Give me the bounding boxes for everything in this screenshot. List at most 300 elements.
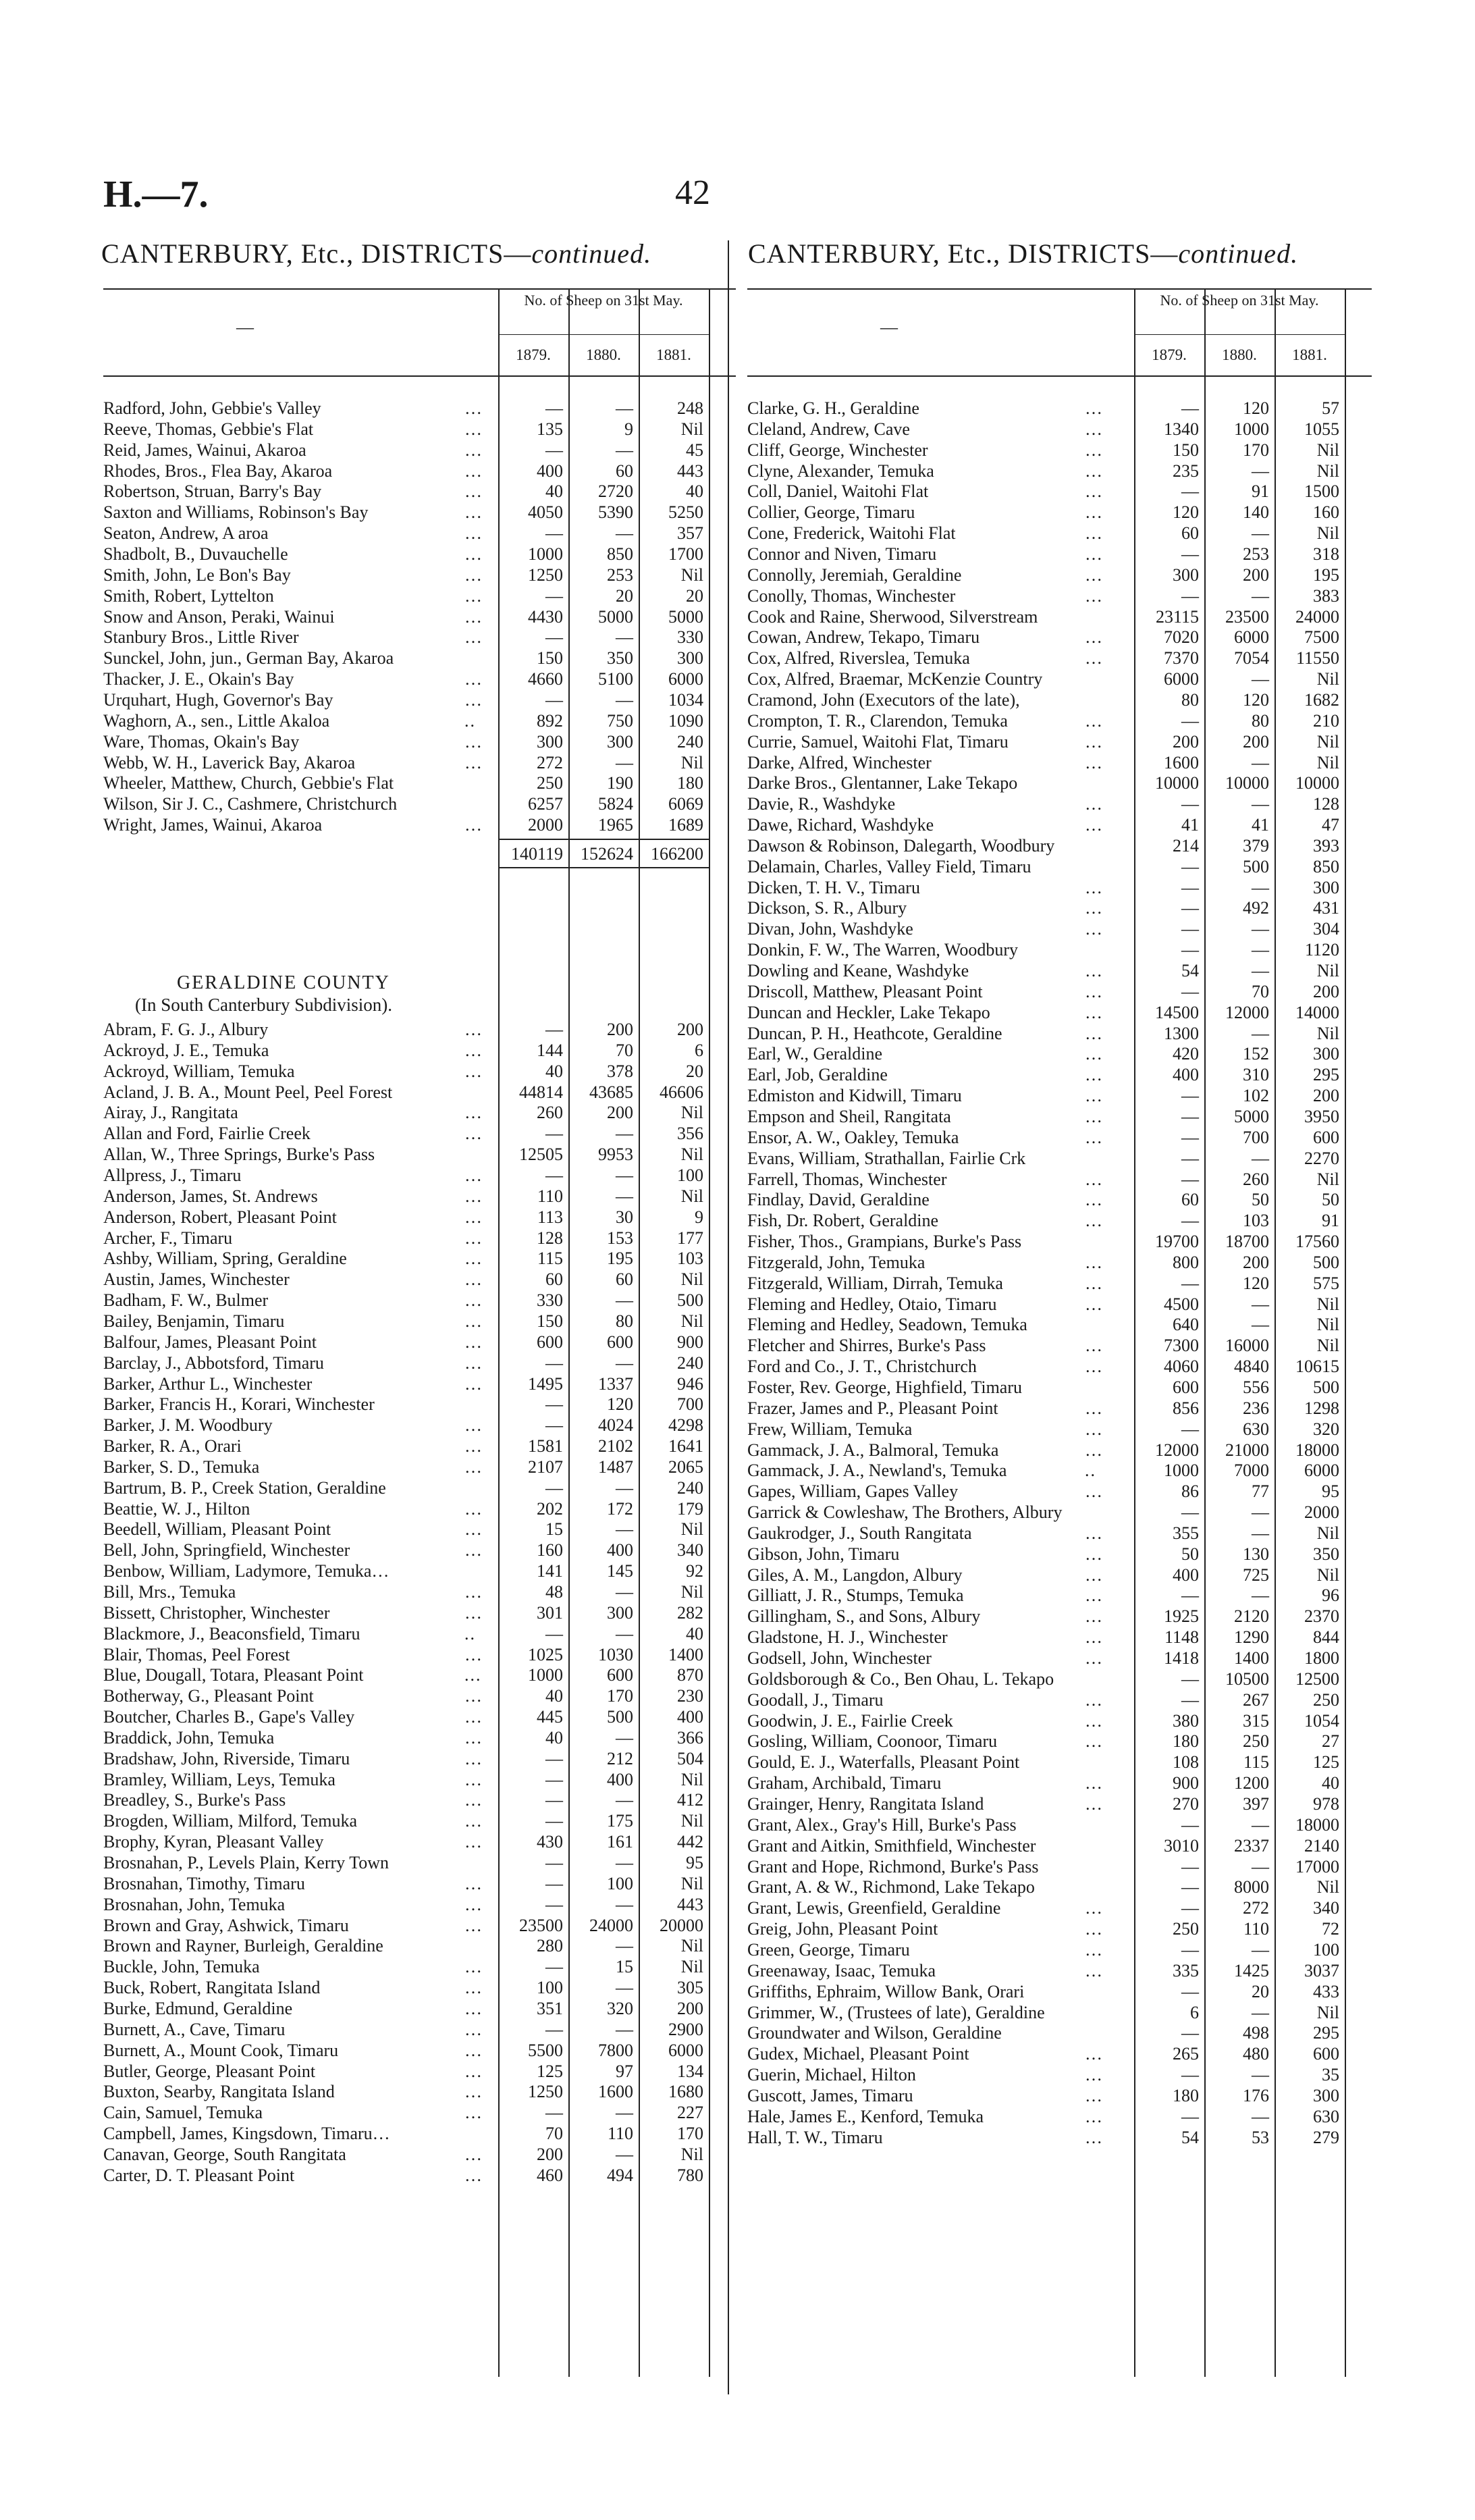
- right-row: [747, 1877, 1358, 1897]
- right-value-1881: 95: [1322, 1481, 1339, 1502]
- right-value-1880: 120: [1243, 1273, 1269, 1293]
- left-leader-dots: …: [464, 585, 483, 606]
- left-leader-dots: …: [464, 1186, 483, 1206]
- left-leader-dots: …: [464, 1811, 483, 1831]
- left-owner-name: Barclay, J., Abbotsford, Timaru: [103, 1353, 324, 1373]
- left-value-1880: 120: [607, 1394, 633, 1415]
- right-value-1881: 12500: [1295, 1669, 1339, 1689]
- right-leader-dots: …: [1085, 898, 1104, 918]
- right-owner-name: Dickson, S. R., Albury: [747, 898, 907, 918]
- right-value-1881: 3037: [1304, 1960, 1339, 1980]
- left-row: [103, 398, 722, 419]
- left-owner-name: Carter, D. T. Pleasant Point: [103, 2165, 295, 2185]
- right-value-1880: 630: [1243, 1419, 1269, 1439]
- right-value-1881: Nil: [1316, 2002, 1339, 2022]
- right-value-1881: 1800: [1304, 1648, 1339, 1668]
- right-value-1880: —: [1252, 2002, 1269, 2022]
- left-row: [103, 481, 722, 502]
- left-value-1879: 280: [537, 1936, 563, 1956]
- right-value-1879: —: [1181, 1086, 1199, 1106]
- left-value-1880: —: [616, 1978, 633, 1998]
- right-value-1881: 304: [1313, 919, 1339, 939]
- left-value-1881: 500: [677, 1290, 703, 1310]
- left-row: [103, 586, 722, 606]
- right-owner-name: Grant, Lewis, Greenfield, Geraldine: [747, 1898, 1001, 1918]
- left-value-1880: —: [616, 1165, 633, 1185]
- left-value-1881: 179: [677, 1498, 703, 1519]
- left-leader-dots: …: [464, 1519, 483, 1540]
- right-owner-name: Griffiths, Ephraim, Willow Bank, Orari: [747, 1981, 1025, 2001]
- right-value-1879: 54: [1181, 2127, 1199, 2147]
- right-value-1880: 16000: [1225, 1336, 1269, 1356]
- left-value-1880: 253: [607, 565, 633, 585]
- right-value-1879: 300: [1173, 565, 1199, 585]
- left-value-1881: 180: [677, 773, 703, 793]
- right-value-1881: Nil: [1316, 1315, 1339, 1335]
- right-value-1881: 340: [1313, 1898, 1339, 1918]
- left-value-1879: 12505: [519, 1145, 563, 1165]
- left-top-rule: [103, 288, 736, 290]
- left-value-1880: 24000: [589, 1915, 633, 1935]
- left-value-1881: 443: [677, 461, 703, 481]
- right-owner-name: Gammack, J. A., Balmoral, Temuka: [747, 1440, 999, 1460]
- right-owner-name: Clarke, G. H., Geraldine: [747, 398, 919, 418]
- right-leader-dots: …: [1085, 1606, 1104, 1627]
- left-row: [103, 1770, 722, 1790]
- right-value-1879: 19700: [1155, 1232, 1199, 1251]
- left-leader-dots: …: [464, 1790, 483, 1810]
- left-value-1881: 340: [677, 1540, 703, 1560]
- right-value-1881: 300: [1313, 2085, 1339, 2105]
- left-value-1879: 160: [537, 1540, 563, 1560]
- left-value-1880: 750: [607, 710, 633, 731]
- left-value-1879: 460: [537, 2165, 563, 2185]
- left-value-1881: 177: [677, 1228, 703, 1248]
- left-value-1879: —: [545, 440, 563, 460]
- right-leader-dots: …: [1085, 2044, 1104, 2064]
- right-value-1879: —: [1181, 898, 1199, 918]
- right-value-1881: 393: [1313, 835, 1339, 856]
- left-row: [103, 1249, 722, 1269]
- right-value-1879: 80: [1181, 689, 1199, 710]
- right-row: [747, 1565, 1358, 1585]
- right-row: [747, 1919, 1358, 1939]
- right-owner-name: Cox, Alfred, Riverslea, Temuka: [747, 648, 970, 668]
- left-owner-name: Brown and Gray, Ashwick, Timaru: [103, 1915, 349, 1935]
- left-row: [103, 794, 722, 814]
- left-value-1881: 1700: [668, 544, 703, 564]
- right-row: [747, 627, 1358, 648]
- right-row: [747, 1544, 1358, 1565]
- left-owner-name: Breadley, S., Burke's Pass: [103, 1790, 286, 1810]
- right-value-1879: —: [1181, 919, 1199, 939]
- right-value-1880: 170: [1243, 440, 1269, 460]
- left-owner-name: Brophy, Kyran, Pleasant Valley: [103, 1832, 324, 1852]
- right-value-1879: —: [1181, 1169, 1199, 1189]
- right-value-1881: 57: [1322, 398, 1339, 418]
- right-value-1881: 1055: [1304, 419, 1339, 439]
- left-leader-dots: …: [464, 1727, 483, 1748]
- left-value-1879: —: [545, 1748, 563, 1768]
- left-row: [103, 773, 722, 793]
- right-value-1880: —: [1252, 794, 1269, 814]
- left-leader-dots: …: [464, 1269, 483, 1290]
- right-value-1880: —: [1252, 461, 1269, 481]
- right-leader-dots: …: [1085, 1773, 1104, 1793]
- right-value-1880: 20: [1252, 1981, 1269, 2001]
- right-row: [747, 2044, 1358, 2064]
- left-leader-dots: …: [464, 606, 483, 627]
- left-value-1880: 145: [607, 1561, 633, 1581]
- left-value-1880: —: [616, 627, 633, 648]
- left-value-1879: 445: [537, 1707, 563, 1727]
- right-value-1881: Nil: [1316, 1169, 1339, 1189]
- right-owner-name: Darke Bros., Glentanner, Lake Tekapo: [747, 773, 1018, 793]
- right-value-1880: 5000: [1234, 1106, 1269, 1126]
- right-row: [747, 1170, 1358, 1190]
- right-value-1879: 54: [1181, 961, 1199, 980]
- right-value-1881: Nil: [1316, 731, 1339, 752]
- right-owner-name: Gilliatt, J. R., Stumps, Temuka: [747, 1585, 964, 1606]
- right-value-1879: —: [1181, 1502, 1199, 1523]
- right-year-rule: [1134, 334, 1345, 335]
- left-row: [103, 1499, 722, 1519]
- left-owner-name: Bailey, Benjamin, Timaru: [103, 1311, 285, 1331]
- left-total-1879: 140119: [510, 843, 563, 864]
- left-row: [103, 1749, 722, 1769]
- right-value-1879: —: [1181, 585, 1199, 606]
- right-value-1881: 3950: [1304, 1106, 1339, 1126]
- right-value-1879: 250: [1173, 1919, 1199, 1939]
- left-row: [103, 1061, 722, 1082]
- right-owner-name: Green, George, Timaru: [747, 1939, 910, 1960]
- left-value-1881: 356: [677, 1124, 703, 1144]
- right-leader-dots: …: [1085, 1065, 1104, 1085]
- left-leader-dots: ...: [464, 1665, 482, 1685]
- right-value-1880: —: [1252, 1294, 1269, 1314]
- left-value-1881: 240: [677, 731, 703, 752]
- left-leader-dots: …: [464, 669, 483, 689]
- right-owner-name: Ensor, A. W., Oakley, Temuka: [747, 1127, 959, 1147]
- left-owner-name: Ackroyd, William, Temuka: [103, 1061, 295, 1081]
- right-value-1879: —: [1181, 1127, 1199, 1147]
- right-owner-name: Darke, Alfred, Winchester: [747, 752, 932, 772]
- right-value-1879: 1600: [1164, 752, 1199, 772]
- left-row: [103, 440, 722, 461]
- right-owner-name: Gosling, William, Coonoor, Timaru: [747, 1731, 998, 1752]
- left-leader-dots: …: [464, 2165, 483, 2185]
- left-value-1880: —: [616, 2103, 633, 2123]
- right-leader-dots: …: [1085, 1898, 1104, 1918]
- left-row: [103, 2124, 722, 2144]
- left-value-1879: —: [545, 1415, 563, 1436]
- right-owner-name: Cramond, John (Executors of the late),: [747, 689, 1020, 710]
- left-leader-dots: …: [464, 1894, 483, 1914]
- right-value-1880: —: [1252, 669, 1269, 689]
- left-value-1879: 1000: [528, 544, 563, 564]
- right-owner-name: Grant, Alex., Gray's Hill, Burke's Pass: [747, 1814, 1017, 1835]
- left-leader-dots: …: [464, 627, 483, 648]
- right-leader-dots: …: [1085, 1794, 1104, 1814]
- right-value-1879: 14500: [1155, 1002, 1199, 1022]
- left-value-1880: 70: [616, 1040, 633, 1060]
- left-value-1880: —: [616, 1727, 633, 1748]
- right-value-1879: —: [1181, 1419, 1199, 1439]
- right-owner-name: Connor and Niven, Timaru: [747, 544, 937, 564]
- left-value-1880: 9953: [598, 1145, 633, 1165]
- left-row: [103, 1332, 722, 1353]
- right-top-rule: [747, 288, 1372, 290]
- left-leader-dots: …: [464, 1873, 483, 1893]
- right-value-1879: —: [1181, 1689, 1199, 1710]
- right-leader-dots: …: [1085, 1106, 1104, 1126]
- right-value-1880: —: [1252, 1523, 1269, 1543]
- left-value-1879: 110: [537, 1186, 563, 1206]
- left-leader-dots: …: [464, 1581, 483, 1602]
- right-value-1881: 978: [1313, 1794, 1339, 1814]
- right-value-1881: 24000: [1295, 606, 1339, 627]
- left-value-1881: 40: [686, 481, 703, 502]
- left-row: [103, 1207, 722, 1228]
- left-owner-name: Braddick, John, Temuka: [103, 1727, 275, 1748]
- right-owner-name: Fitzgerald, John, Temuka: [747, 1252, 926, 1272]
- right-leader-dots: …: [1085, 731, 1104, 752]
- left-value-1879: —: [545, 585, 563, 606]
- right-value-1879: 7300: [1164, 1336, 1199, 1356]
- left-value-1881: 1090: [668, 710, 703, 731]
- left-value-1880: 190: [607, 773, 633, 793]
- left-value-1880: 1487: [598, 1456, 633, 1477]
- left-row: [103, 1374, 722, 1394]
- right-leader-dots: …: [1085, 981, 1104, 1001]
- right-value-1879: —: [1181, 981, 1199, 1001]
- left-value-1880: —: [616, 1124, 633, 1144]
- left-value-1880: 110: [607, 2124, 633, 2144]
- right-owner-name: Cliff, George, Winchester: [747, 440, 928, 460]
- right-row: [747, 1627, 1358, 1648]
- right-value-1881: 1054: [1304, 1710, 1339, 1731]
- left-leader-dots: …: [464, 1540, 483, 1560]
- right-value-1881: 72: [1322, 1919, 1339, 1939]
- right-leader-dots: …: [1085, 1648, 1104, 1668]
- right-value-1881: 300: [1313, 1044, 1339, 1064]
- left-owner-name: Stanbury Bros., Little River: [103, 627, 299, 648]
- left-value-1881: 442: [677, 1832, 703, 1852]
- left-value-1880: —: [616, 398, 633, 418]
- left-row: [103, 690, 722, 710]
- right-value-1881: Nil: [1316, 1336, 1339, 1356]
- right-value-1881: 6000: [1304, 1461, 1339, 1481]
- right-row: [747, 1502, 1358, 1523]
- left-value-1879: 1250: [528, 2082, 563, 2102]
- left-value-1880: 5100: [598, 669, 633, 689]
- left-row: [103, 1999, 722, 2019]
- right-value-1881: 844: [1313, 1627, 1339, 1648]
- right-row: [747, 2023, 1358, 2043]
- right-owner-name: Gladstone, H. J., Winchester: [747, 1627, 948, 1648]
- left-leader-dots: …: [464, 1998, 483, 2018]
- right-owner-name: Cook and Raine, Sherwood, Silverstream: [747, 606, 1038, 627]
- left-row: [103, 1290, 722, 1311]
- left-owner-name: Wright, James, Wainui, Akaroa: [103, 815, 323, 835]
- left-leader-dots: ..: [464, 1623, 476, 1644]
- right-value-1881: 431: [1313, 898, 1339, 918]
- left-value-1879: 125: [537, 2061, 563, 2081]
- right-row: [747, 1982, 1358, 2002]
- right-owner-name: Greenaway, Isaac, Temuka: [747, 1960, 936, 1980]
- right-row: [747, 2065, 1358, 2085]
- left-value-1879: —: [545, 1769, 563, 1789]
- left-value-1881: Nil: [680, 1957, 703, 1977]
- right-row: [747, 1398, 1358, 1419]
- left-value-1880: 80: [616, 1311, 633, 1331]
- left-value-1881: 443: [677, 1894, 703, 1914]
- left-value-1881: 170: [677, 2124, 703, 2144]
- right-row: [747, 919, 1358, 939]
- left-value-1881: 870: [677, 1665, 703, 1685]
- left-value-1879: —: [545, 1957, 563, 1977]
- left-value-1879: —: [545, 1165, 563, 1185]
- right-owner-name: Goodall, J., Timaru: [747, 1689, 884, 1710]
- right-owner-name: Duncan and Heckler, Lake Tekapo: [747, 1002, 990, 1022]
- left-value-1879: 144: [537, 1040, 563, 1060]
- right-value-1881: 433: [1313, 1981, 1339, 2001]
- right-value-1881: 2140: [1304, 1835, 1339, 1856]
- left-owner-name: Campbell, James, Kingsdown, Timaru…: [103, 2124, 390, 2144]
- right-owner-name: Guscott, James, Timaru: [747, 2085, 913, 2105]
- right-leader-dots: …: [1085, 648, 1104, 668]
- left-value-1881: 946: [677, 1373, 703, 1394]
- right-value-1880: 267: [1243, 1689, 1269, 1710]
- right-value-1879: 355: [1173, 1523, 1199, 1543]
- right-value-1881: Nil: [1316, 669, 1339, 689]
- right-value-1880: 120: [1243, 398, 1269, 418]
- left-value-1879: —: [545, 523, 563, 544]
- right-value-1879: —: [1181, 710, 1199, 731]
- left-value-1879: —: [545, 1353, 563, 1373]
- right-value-1881: 600: [1313, 1127, 1339, 1147]
- left-value-1881: 400: [677, 1707, 703, 1727]
- right-value-1881: Nil: [1316, 1877, 1339, 1897]
- right-owner-name: Dawe, Richard, Washdyke: [747, 815, 934, 835]
- left-row: [103, 1436, 722, 1456]
- left-value-1879: 40: [545, 1686, 563, 1706]
- right-value-1880: 10500: [1225, 1669, 1269, 1689]
- left-row: [103, 1394, 722, 1415]
- left-owner-name: Blackmore, J., Beaconsfield, Timaru: [103, 1623, 360, 1644]
- right-row: [747, 794, 1358, 814]
- left-value-1880: 100: [607, 1873, 633, 1893]
- left-owner-name: Allpress, J., Timaru: [103, 1165, 242, 1185]
- right-row: [747, 961, 1358, 981]
- right-row: [747, 1731, 1358, 1752]
- right-value-1879: 400: [1173, 1565, 1199, 1585]
- right-value-1879: 86: [1181, 1481, 1199, 1502]
- right-value-1879: 10000: [1155, 773, 1199, 793]
- left-value-1879: —: [545, 1020, 563, 1039]
- right-leader-dots: …: [1085, 1002, 1104, 1022]
- right-leader-dots: …: [1085, 1357, 1104, 1377]
- right-owner-name: Garrick & Cowleshaw, The Brothers, Albury: [747, 1502, 1063, 1523]
- right-value-1879: 856: [1173, 1398, 1199, 1418]
- left-row: [103, 1041, 722, 1061]
- page-number: 42: [675, 174, 710, 212]
- right-value-1881: 295: [1313, 2023, 1339, 2043]
- page-code: H.—7.: [103, 174, 209, 215]
- left-column-title: CANTERBURY, Etc., DISTRICTS—continued.: [101, 238, 652, 269]
- right-value-1879: —: [1181, 2106, 1199, 2126]
- right-value-1880: —: [1252, 1939, 1269, 1960]
- right-leader-dots: …: [1085, 1440, 1104, 1460]
- right-value-1880: 397: [1243, 1794, 1269, 1814]
- left-value-1879: 1025: [528, 1644, 563, 1664]
- left-leader-dots: …: [464, 1957, 483, 1977]
- left-value-1879: 202: [537, 1498, 563, 1519]
- right-value-1881: Nil: [1316, 461, 1339, 481]
- left-value-1879: —: [545, 1623, 563, 1644]
- right-leader-dots: …: [1085, 1627, 1104, 1648]
- right-row: [747, 1815, 1358, 1835]
- right-leader-dots: …: [1085, 1939, 1104, 1960]
- left-row: [103, 1624, 722, 1644]
- left-value-1881: Nil: [680, 1581, 703, 1602]
- left-value-1879: 1495: [528, 1373, 563, 1394]
- right-value-1880: —: [1252, 585, 1269, 606]
- left-row: [103, 732, 722, 752]
- right-row: [747, 940, 1358, 960]
- left-value-1881: 305: [677, 1978, 703, 1998]
- right-value-1881: 1120: [1304, 940, 1339, 960]
- right-owner-name: Cox, Alfred, Braemar, McKenzie Country: [747, 669, 1043, 689]
- left-row: [103, 1790, 722, 1810]
- left-leader-dots: …: [464, 565, 483, 585]
- right-owner-name: Clyne, Alexander, Temuka: [747, 461, 934, 481]
- right-owner-name: Groundwater and Wilson, Geraldine: [747, 2023, 1002, 2043]
- right-row: [747, 648, 1358, 668]
- right-value-1879: —: [1181, 877, 1199, 897]
- right-value-1880: 4840: [1234, 1357, 1269, 1377]
- right-value-1880: 176: [1243, 2085, 1269, 2105]
- right-value-1880: 2120: [1234, 1606, 1269, 1627]
- left-row: [103, 648, 722, 668]
- right-value-1881: 2000: [1304, 1502, 1339, 1523]
- left-owner-name: Barker, Arthur L., Winchester: [103, 1373, 313, 1394]
- left-row: [103, 1645, 722, 1665]
- right-value-1881: 11550: [1295, 648, 1339, 668]
- right-value-1879: —: [1181, 1814, 1199, 1835]
- right-row: [747, 773, 1358, 793]
- left-row: [103, 627, 722, 648]
- left-row: [103, 1603, 722, 1623]
- right-header-1879: 1879.: [1152, 346, 1187, 363]
- left-value-1880: 172: [607, 1498, 633, 1519]
- right-leader-dots: …: [1085, 419, 1104, 439]
- left-owner-name: Brown and Rayner, Burleigh, Geraldine: [103, 1936, 383, 1956]
- right-leader-dots: …: [1085, 1710, 1104, 1731]
- right-value-1879: —: [1181, 1106, 1199, 1126]
- left-value-1880: 30: [616, 1207, 633, 1227]
- right-owner-name: Currie, Samuel, Waitohi Flat, Timaru: [747, 731, 1009, 752]
- left-value-1879: 40: [545, 1061, 563, 1081]
- right-owner-name: Foster, Rev. George, Highfield, Timaru: [747, 1377, 1022, 1397]
- left-owner-name: Austin, James, Winchester: [103, 1269, 290, 1290]
- left-value-1880: 4024: [598, 1415, 633, 1436]
- left-row: [103, 753, 722, 773]
- right-row: [747, 1794, 1358, 1814]
- right-leader-dots: …: [1085, 961, 1104, 980]
- right-value-1881: 50: [1322, 1190, 1339, 1210]
- right-owner-name: Dowling and Keane, Washdyke: [747, 961, 969, 980]
